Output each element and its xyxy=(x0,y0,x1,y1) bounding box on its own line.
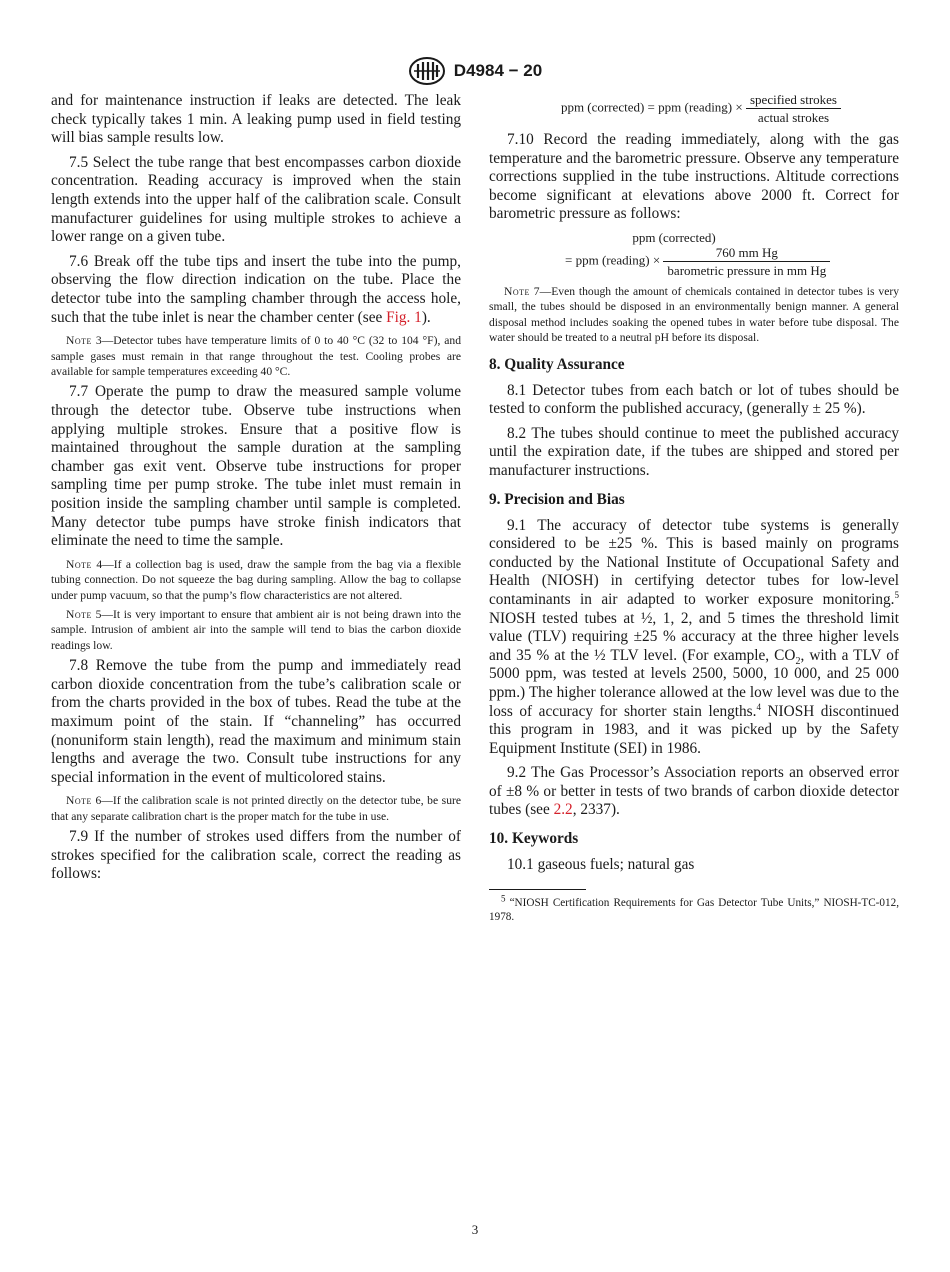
paragraph-7-10: 7.10 Record the reading immediately, along with the gas temperature and the barometric pressure. Observe any temperature corrections supplied in the tube instructions. Altitude corrections become significant at elevations above 2000 ft. Correct for barometric pressure as follows: xyxy=(489,131,899,223)
note-5: Note 5—It is very important to ensure that ambient air is not being drawn into the sample. Intrusion of ambient air into the sample will tend to bias the carbon dioxide readings low. xyxy=(51,607,461,652)
fig-1-link[interactable]: Fig. 1 xyxy=(386,308,422,326)
right-column xyxy=(489,92,899,925)
paragraph-leak-check: and for maintenance instruction if leaks are detected. The leak check typically takes 1 min. A leaking pump used in field testing will bias sample results low. xyxy=(51,92,461,147)
paragraph-7-6: 7.6 Break off the tube tips and insert the tube into the pump, observing the flow direction indication on the tube. Place the detector tube into the sampling chamber through the access hole, such that the tube inlet is near the chamber center (see Fig. 1). xyxy=(51,252,461,326)
note-3: Note 3—Detector tubes have temperature limits of 0 to 40 °C (32 to 104 °F), and sample gases must remain in that range throughout the test. Cooling probes are available for sample temperatures exceeding 40 °C. xyxy=(51,334,461,378)
note-7: Note 7—Even though the amount of chemicals contained in detector tubes is very small, the tubes should be disposed in an environmentally benign manner. A general disposal method includes soaking the opened tubes in water before tube disposal. The water should be treated to a neutral pH before its disposal. xyxy=(489,284,899,345)
footnote-rule xyxy=(489,889,586,890)
page-number: 3 xyxy=(471,1222,479,1237)
equation-pressure: ppm (corrected) = ppm (reading) × $\frac{\text{760 mm Hg}}{\text{barometric pressure in mm Hg}}$ xyxy=(489,230,899,278)
section-2-2-link[interactable]: 2.2 xyxy=(553,801,573,819)
paragraph-7-7: 7.7 Operate the pump to draw the measured sample volume through the detector tube. Observe tube instructions when applying multiple strokes. Ensure that a positive flow is maintained throughout the sample duration at the sampling chamber gas exit vent. Observe tube instructions for proper sampling time per pump stroke. The tube inlet must remain in position inside the sampling chamber until sample is completed. Many detector tube pumps have stroke finish indicators that eliminate the need to time the sample. xyxy=(51,383,461,550)
section-10-heading: 10. Keywords xyxy=(489,830,579,848)
paragraph-9-1: 9.1 The accuracy of detector tube systems is generally considered to be ±25 %. This is based mainly on programs conducted by the National Institute of Occupational Safety and Health (NIOSH) in certifying detector tubes for low-level contaminants in air adapted to worker exposure monitoring.$^5$ NIOSH tested tubes at ½, 1, 2, and 5 times the threshold limit value (TLV) requiring ±25 % accuracy at the three higher levels and 35 % at the ½ TLV level. (For example, $CO_2$, with a TLV of 5000 ppm, was tested at levels 2500, 5000, 10 000, and 25 000 ppm.) The higher tolerance allowed at the low level was due to the loss of accuracy for shorter stain lengths.$^4$ NIOSH discontinued this program in 1983, and it was picked up by the Safety Equipment Institute (SEI) in 1986. xyxy=(489,516,899,757)
document-id: D4984 − 20 xyxy=(453,61,543,80)
footnote-5: $^5$ “NIOSH Certification Requirements for Gas Detector Tube Units,” NIOSH-TC-012, 1978. xyxy=(489,892,899,924)
section-9-heading: 9. Precision and Bias xyxy=(489,490,625,508)
paragraph-7-9: 7.9 If the number of strokes used differs from the number of strokes specified for the calibration scale, correct the reading as follows: xyxy=(51,828,461,883)
page-header xyxy=(0,56,950,86)
equation-strokes: ppm (corrected) = ppm (reading) × $\frac{\text{specified strokes}}{\text{actual strokes}}$ xyxy=(489,92,899,125)
astm-logo-icon xyxy=(408,56,446,86)
left-column xyxy=(51,92,461,890)
paragraph-7-8: 7.8 Remove the tube from the pump and immediately read carbon dioxide concentration from the tube’s calibration scale or from the charts provided in the box of tubes. Read the tube at the maximum point of the stain. If “channeling” has occurred (nonuniform stain length), read the maximum and minimum stain lengths and average the two. Consult tube instructions for any special information in the event of multicolored stains. xyxy=(51,657,461,786)
section-8-heading: 8. Quality Assurance xyxy=(489,355,625,373)
paragraph-8-1: 8.1 Detector tubes from each batch or lot of tubes should be tested to conform the published accuracy, (generally ± 25 %). xyxy=(489,381,899,418)
paragraph-10-1: 10.1 gaseous fuels; natural gas xyxy=(507,856,695,874)
paragraph-8-2: 8.2 The tubes should continue to meet the published accuracy until the expiration date, if the tubes are shipped and stored per manufacturer instructions. xyxy=(489,424,899,479)
paragraph-9-2: 9.2 The Gas Processor’s Association reports an observed error of ±8 % or better in tests of two brands of carbon dioxide detector tubes (see 2.2, 2337). xyxy=(489,764,899,819)
note-4: Note 4—If a collection bag is used, draw the sample from the bag via a flexible tubing connection. Do not squeeze the bag during sampling. Allow the bag to collapse under pump vacuum, so that the pump’s flow characteristics are not altered. xyxy=(51,557,461,602)
note-6: Note 6—If the calibration scale is not printed directly on the detector tube, be sure that any separate calibration chart is the proper match for the tube in use. xyxy=(51,794,461,823)
paragraph-7-5: 7.5 Select the tube range that best encompasses carbon dioxide concentration. Reading accuracy is improved when the stain length extends into the upper half of the calibration scale. Consult manufacturer guidelines for using multiple strokes to achieve a lower range on a given tube. xyxy=(51,153,461,246)
